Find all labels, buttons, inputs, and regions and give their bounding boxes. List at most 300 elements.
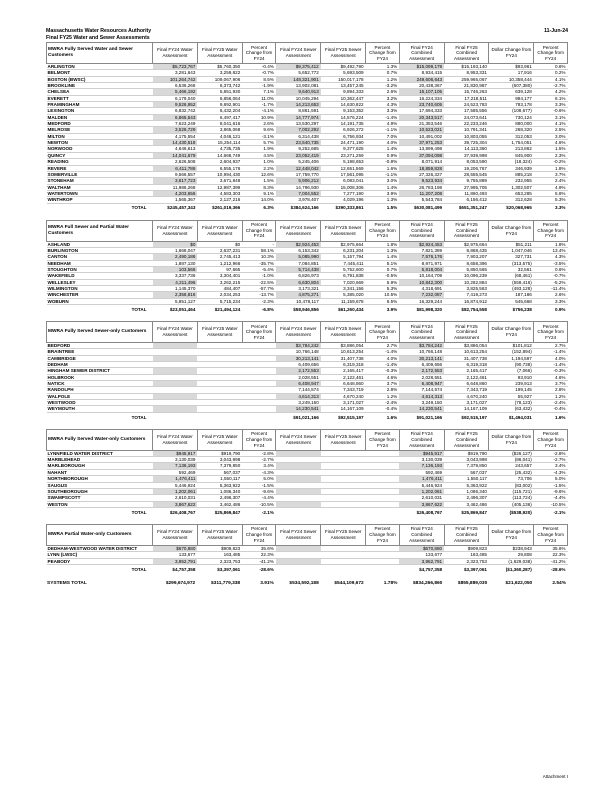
cell-value: (405,136) — [489, 501, 534, 507]
cell-value: 1.3% — [366, 197, 400, 203]
cell-value: 2,028,551 — [276, 374, 321, 380]
cell-value: -5.2% — [534, 279, 568, 285]
total-value: $25,869,847 — [197, 507, 242, 517]
customer-name: RANDOLPH — [47, 387, 153, 393]
cell-value: (152,894) — [489, 349, 534, 355]
column-header: Final FY25 Water Assessment — [197, 220, 242, 241]
cell-value: -9.6% — [534, 488, 568, 494]
cell-value: 7,903,207 — [444, 254, 489, 260]
cell-value: 5.8% — [534, 190, 568, 196]
section-gap — [46, 213, 568, 220]
cell-value: 3,337,736 — [153, 273, 198, 279]
cell-value: 1,212,966 — [197, 260, 242, 266]
cell-value: 6,373,742 — [197, 83, 242, 89]
cell-value: 3.4% — [534, 463, 568, 469]
total-value: $3,397,061 — [444, 564, 489, 574]
cell-value: 4,646,613 — [153, 146, 198, 152]
attachment-label: Attachment I — [542, 774, 568, 779]
cell-value: 7.1% — [242, 89, 276, 95]
cell-value: -1.5% — [534, 482, 568, 488]
cell-value: 17,218,511 — [444, 95, 489, 101]
section-gap — [46, 517, 568, 524]
section-table — [46, 321, 568, 422]
column-header: Final FY25 Sewer Assessment — [321, 322, 366, 343]
cell-value: 3,171,027 — [444, 400, 489, 406]
cell-value: 8.5% — [242, 76, 276, 82]
total-value: $26,408,767 — [153, 507, 198, 517]
cell-value: -35.7% — [242, 260, 276, 266]
systems-total-label: SYSTEMS TOTAL — [47, 580, 87, 586]
cell-value: -1.0% — [242, 273, 276, 279]
cell-value: 14,213,653 — [276, 102, 321, 108]
section-gap — [46, 422, 568, 429]
cell-value: 35.6% — [534, 545, 568, 551]
cell-value: 4.3% — [366, 102, 400, 108]
customer-name: STOUGHTON — [47, 266, 153, 272]
cell-value: 5.0% — [242, 476, 276, 482]
cell-value: 17,759,770 — [276, 171, 321, 177]
cell-value: 6,856,064 — [197, 95, 242, 101]
cell-value: ($26,127) — [489, 450, 534, 456]
cell-value: 8,868,435 — [444, 247, 489, 253]
cell-value: 8,053,590 — [444, 159, 489, 165]
cell-value: 9.1% — [242, 190, 276, 196]
cell-value: 10.5% — [366, 292, 400, 298]
cell-value: 14,668,749 — [197, 152, 242, 158]
cell-value: -57.7% — [242, 285, 276, 291]
total-value: $651,351,247 — [444, 203, 489, 213]
cell-value: 15,008,306 — [321, 184, 366, 190]
total-value — [153, 412, 198, 422]
cell-value: 3,171,027 — [321, 400, 366, 406]
cell-value: $15,193,140 — [444, 64, 489, 70]
total-value — [321, 564, 366, 574]
cell-value: 1,302,507 — [489, 184, 534, 190]
section-gap — [46, 574, 568, 581]
cell-value: 5,693,509 — [321, 70, 366, 76]
column-header: Final FY25 Water Assessment — [197, 524, 242, 545]
section-header-row — [47, 524, 568, 545]
cell-value: 8,071,914 — [399, 159, 444, 165]
cell-value: -2.7% — [242, 457, 276, 463]
cell-value: 232,955 — [489, 178, 534, 184]
cell-value: 3,262,215 — [197, 279, 242, 285]
cell-value: 1.2% — [366, 393, 400, 399]
cell-value: -2.4% — [366, 400, 400, 406]
customer-name: MELROSE — [47, 127, 153, 133]
section-table — [46, 429, 568, 517]
total-value — [366, 564, 400, 574]
cell-value: 10,842,300 — [399, 279, 444, 285]
customer-name: WINTHROP — [47, 197, 153, 203]
total-row — [47, 564, 568, 574]
cell-value: 6,409,656 — [399, 362, 444, 368]
customer-name: MALDEN — [47, 114, 153, 120]
cell-value: 6,319,318 — [321, 362, 366, 368]
cell-value: 17,694,333 — [399, 108, 444, 114]
cell-value: 3.7% — [366, 381, 400, 387]
column-header: Final FY24 Combined Assessment — [399, 43, 444, 64]
cell-value: 2,172,553 — [276, 368, 321, 374]
total-value — [276, 507, 321, 517]
cell-value: 21,830,987 — [444, 83, 489, 89]
cell-value: 3.3% — [366, 108, 400, 114]
cell-value: -4.4% — [534, 495, 568, 501]
column-header: Percent Change from FY24 — [534, 43, 568, 64]
cell-value: 1,887,130 — [153, 260, 198, 266]
column-header: Final FY25 Combined Assessment — [444, 524, 489, 545]
customer-name: WESTON — [47, 501, 153, 507]
report-date: 11-Jun-24 — [544, 28, 568, 34]
cell-value: $93,961 — [489, 64, 534, 70]
systems-total-value: 1.78% — [383, 580, 398, 586]
cell-value: 3.0% — [534, 133, 568, 139]
total-value — [366, 507, 400, 517]
cell-value: 5,446,924 — [153, 482, 198, 488]
cell-value: 3,130,039 — [153, 457, 198, 463]
cell-value: 20,438,367 — [399, 83, 444, 89]
cell-value: 1,668,047 — [153, 247, 198, 253]
cell-value: 0.9% — [366, 152, 400, 158]
customer-name: ASHLAND — [47, 241, 153, 247]
cell-value: 199,145 — [489, 387, 534, 393]
cell-value: 3.1% — [534, 114, 568, 120]
cell-value: 6,408,947 — [276, 381, 321, 387]
total-value: $261,019,366 — [197, 203, 242, 213]
cell-value: 3.3% — [534, 298, 568, 304]
cell-value: 1,565,367 — [153, 197, 198, 203]
cell-value: $909,823 — [444, 545, 489, 551]
total-value: $91,021,166 — [399, 412, 444, 422]
total-value: ($1,360,287) — [489, 564, 534, 574]
cell-value: 5,714,438 — [276, 266, 321, 272]
cell-value: 13,457,245 — [321, 83, 366, 89]
total-value: 3.9% — [366, 305, 400, 315]
cell-value: 23,271,259 — [321, 152, 366, 158]
total-value: $20,068,965 — [489, 203, 534, 213]
cell-value: 5,446,924 — [399, 482, 444, 488]
cell-value: -0.7% — [242, 70, 276, 76]
cell-value: 187,186 — [489, 292, 534, 298]
cell-value: 994,177 — [489, 95, 534, 101]
cell-value: 0.6% — [534, 266, 568, 272]
cell-value: 1.2% — [366, 76, 400, 82]
cell-value: 6,648,860 — [444, 381, 489, 387]
customer-name: BROOKLINE — [47, 83, 153, 89]
column-header: Final FY24 Sewer Assessment — [276, 322, 321, 343]
cell-value: 22.3% — [534, 552, 568, 558]
cell-value: -0.5% — [366, 273, 400, 279]
total-value: $23,051,464 — [153, 305, 198, 315]
cell-value: 2,626,508 — [153, 159, 198, 165]
cell-value: 5,851,127 — [153, 298, 198, 304]
cell-value: 9,153,352 — [321, 108, 366, 114]
total-value: -2.1% — [534, 507, 568, 517]
cell-value: -2.8% — [534, 450, 568, 456]
total-value: -6.8% — [242, 305, 276, 315]
cell-value: 37,939,998 — [444, 152, 489, 158]
cell-value: 14,113,360 — [444, 146, 489, 152]
cell-value: 4.6% — [534, 140, 568, 146]
customer-name: FRAMINGHAM — [47, 102, 153, 108]
cell-value: 7,419,273 — [444, 292, 489, 298]
cell-value: 8.3% — [242, 184, 276, 190]
cell-value: 3.2% — [366, 95, 400, 101]
total-value: -2.1% — [242, 507, 276, 517]
cell-value: 5,363,922 — [197, 482, 242, 488]
cell-value: 23,052,419 — [276, 152, 321, 158]
cell-value: 7,576,176 — [399, 254, 444, 260]
column-header: Final FY24 Combined Assessment — [399, 429, 444, 450]
cell-value: 148,321,901 — [276, 76, 321, 82]
customer-name: WOBURN — [47, 298, 153, 304]
cell-value: -0.4% — [242, 64, 276, 70]
cell-value: -1.4% — [534, 362, 568, 368]
customer-name: NEEDHAM — [47, 260, 153, 266]
cell-value: 3,825,563 — [444, 285, 489, 291]
cell-value: 2.7% — [534, 343, 568, 349]
cell-value: $945,917 — [399, 450, 444, 456]
cell-value: -1.1% — [366, 171, 400, 177]
cell-value: 3,867,622 — [399, 501, 444, 507]
cell-value: $9,492,790 — [321, 64, 366, 70]
cell-value: 22.3% — [242, 552, 276, 558]
column-header: Final FY24 Water Assessment — [153, 524, 198, 545]
column-header: Final FY24 Water Assessment — [153, 220, 198, 241]
cell-value: 2.6% — [366, 89, 400, 95]
cell-value: -1.7% — [242, 102, 276, 108]
cell-value: 14,167,109 — [321, 406, 366, 412]
customer-name: CAMBRIDGE — [47, 355, 153, 361]
cell-value: 10,613,254 — [321, 349, 366, 355]
cell-value: 6,408,947 — [399, 381, 444, 387]
cell-value: 20,343,517 — [399, 114, 444, 120]
total-value: $1,494,031 — [489, 412, 534, 422]
cell-value: 8,041,616 — [197, 121, 242, 127]
cell-value: 3.0% — [366, 178, 400, 184]
cell-value: 5,385,020 — [321, 292, 366, 298]
cell-value: 14,230,541 — [399, 406, 444, 412]
cell-value: -22.5% — [242, 279, 276, 285]
cell-value: 2,637,231 — [197, 247, 242, 253]
cell-value: 880,000 — [489, 121, 534, 127]
column-header: Percent Change from FY24 — [366, 524, 400, 545]
customer-name: BELMONT — [47, 70, 153, 76]
cell-value: 6,153,342 — [276, 247, 321, 253]
customer-name: CHELSEA — [47, 89, 153, 95]
cell-value: 16,874,912 — [444, 298, 489, 304]
cell-value: 8,971,971 — [399, 260, 444, 266]
cell-value: 10,478,117 — [276, 298, 321, 304]
cell-value: 0.6% — [534, 64, 568, 70]
cell-value: 3,281,643 — [153, 70, 198, 76]
cell-value: $919,790 — [444, 450, 489, 456]
cell-value: 5,818,004 — [399, 266, 444, 272]
cell-value: 5.3% — [534, 197, 568, 203]
cell-value: 12,651,569 — [321, 165, 366, 171]
customer-name: BURLINGTON — [47, 247, 153, 253]
section-gap — [46, 314, 568, 321]
cell-value: -0.6% — [534, 108, 568, 114]
cell-value: (1,629,038) — [489, 558, 534, 564]
cell-value: 6,630,804 — [276, 279, 321, 285]
cell-value: 2,165,417 — [444, 368, 489, 374]
cell-value: -2.3% — [242, 298, 276, 304]
cell-value: 7,232,087 — [399, 292, 444, 298]
cell-value: 7,004,552 — [276, 190, 321, 196]
cell-value: 13,899,498 — [399, 146, 444, 152]
cell-value: 35.6% — [242, 545, 276, 551]
cell-value: 9,894,333 — [321, 89, 366, 95]
cell-value: 10,358,444 — [489, 76, 534, 82]
cell-value: 37,971,253 — [399, 140, 444, 146]
customer-name: WALPOLE — [47, 393, 153, 399]
cell-value: 3,304,401 — [197, 273, 242, 279]
cell-value: 5,466,192 — [153, 89, 198, 95]
cell-value: 4,670,240 — [321, 393, 366, 399]
cell-value: 1.2% — [534, 393, 568, 399]
total-row — [47, 507, 568, 517]
customer-name: NORWOOD — [47, 146, 153, 152]
cell-value: 17,561,095 — [321, 171, 366, 177]
customer-name: MILTON — [47, 133, 153, 139]
cell-value: 11,159,678 — [321, 298, 366, 304]
cell-value: 18,859,828 — [399, 165, 444, 171]
cell-value: 1.4% — [366, 146, 400, 152]
cell-value: 4.6% — [534, 374, 568, 380]
cell-value: 6,536,266 — [153, 83, 198, 89]
cell-value: 7,277,190 — [321, 190, 366, 196]
cell-value: 17,585,556 — [444, 108, 489, 114]
cell-value: 10.3% — [242, 254, 276, 260]
cell-value: 150,017,178 — [321, 76, 366, 82]
cell-value: 58.1% — [242, 247, 276, 253]
cell-value: 4,175,554 — [153, 133, 198, 139]
cell-value: 14,796,930 — [276, 184, 321, 190]
total-value: 1.5% — [366, 203, 400, 213]
cell-value: 97,665 — [197, 266, 242, 272]
column-header: Final FY24 Sewer Assessment — [276, 524, 321, 545]
cell-value: 3,978,407 — [276, 197, 321, 203]
cell-value: 2.4% — [534, 178, 568, 184]
total-row — [47, 305, 568, 315]
cell-value: 29,808 — [489, 552, 534, 558]
customer-name: MARBLEHEAD — [47, 457, 153, 463]
document-header — [46, 28, 568, 41]
cell-value: 2,496,307 — [197, 495, 242, 501]
cell-value: 12.6% — [242, 171, 276, 177]
cell-value: 9.6% — [242, 127, 276, 133]
column-header: Final FY25 Sewer Assessment — [321, 220, 366, 241]
cell-value: 3,617,723 — [153, 178, 198, 184]
section-table — [46, 524, 568, 574]
cell-value: -1.9% — [242, 83, 276, 89]
cell-value: 27,326,327 — [399, 171, 444, 177]
cell-value: 14,430,518 — [153, 140, 198, 146]
cell-value: 6,411,786 — [153, 165, 198, 171]
column-header: Percent Change from FY24 — [242, 220, 276, 241]
cell-value: 7,084,851 — [276, 260, 321, 266]
customer-name: WILMINGTON — [47, 285, 153, 291]
cell-value: 10.9% — [242, 114, 276, 120]
cell-value: 1.5% — [534, 146, 568, 152]
cell-value: 8,934,415 — [399, 70, 444, 76]
cell-value: -1.4% — [366, 362, 400, 368]
total-value — [242, 412, 276, 422]
cell-value: 19,206,767 — [444, 165, 489, 171]
cell-value: 3,867,622 — [153, 501, 198, 507]
cell-value: 567,037 — [197, 469, 242, 475]
cell-value: 6.5% — [366, 298, 400, 304]
cell-value: 23,740,605 — [399, 102, 444, 108]
cell-value: 6,791,838 — [321, 273, 366, 279]
customer-name: NAHANT — [47, 469, 153, 475]
cell-value: 3,952,791 — [399, 558, 444, 564]
cell-value: 24,471,190 — [321, 140, 366, 146]
column-header: Final FY25 Water Assessment — [197, 429, 242, 450]
cell-value: 6,497,417 — [197, 114, 242, 120]
cell-value: 5,906,212 — [276, 178, 321, 184]
section-header-row — [47, 429, 568, 450]
cell-value: 4.0% — [366, 140, 400, 146]
total-row — [47, 412, 568, 422]
total-label: TOTAL — [47, 305, 153, 315]
total-value: 0.9% — [534, 305, 568, 315]
cell-value: 4.6% — [366, 374, 400, 380]
total-value: $92,515,197 — [444, 412, 489, 422]
total-row — [47, 203, 568, 213]
cell-value: 2,496,307 — [444, 495, 489, 501]
cell-value: 2,356,816 — [153, 292, 198, 298]
cell-value: 6,156,412 — [444, 197, 489, 203]
column-header: Percent Change from FY24 — [242, 43, 276, 64]
cell-value: 4,029,196 — [321, 197, 366, 203]
cell-value: -1.4% — [366, 114, 400, 120]
column-header: Percent Change from FY24 — [366, 429, 400, 450]
cell-value: (83,002) — [489, 482, 534, 488]
cell-value: (63,432) — [489, 406, 534, 412]
cell-value: 7,343,719 — [321, 387, 366, 393]
cell-value: 8,861,591 — [276, 108, 321, 114]
cell-value: 11,860,493 — [444, 190, 489, 196]
cell-value: -0.3% — [366, 368, 400, 374]
total-value — [197, 412, 242, 422]
column-header: Percent Change from FY24 — [534, 429, 568, 450]
cell-value: -4.3% — [534, 469, 568, 475]
column-header: Dollar Change from FY24 — [489, 43, 534, 64]
cell-value: $2,975,664 — [321, 241, 366, 247]
cell-value: 10,362,447 — [321, 95, 366, 101]
cell-value: 32,561 — [489, 266, 534, 272]
total-value: $61,260,434 — [321, 305, 366, 315]
cell-value: 3,952,791 — [153, 558, 198, 564]
customer-name: CANTON — [47, 254, 153, 260]
cell-value: (559,416) — [489, 279, 534, 285]
cell-value: 4,583,303 — [197, 190, 242, 196]
cell-value: $919,790 — [197, 450, 242, 456]
column-header: Final FY25 Sewer Assessment — [321, 429, 366, 450]
cell-value: -0.4% — [534, 406, 568, 412]
customer-name: BEDFORD — [47, 343, 153, 349]
customer-name: WINCHESTER — [47, 292, 153, 298]
cell-value: 93,910 — [489, 374, 534, 380]
cell-value: 268,320 — [489, 127, 534, 133]
cell-value: 4,735,735 — [197, 146, 242, 152]
total-value: 6.3% — [242, 203, 276, 213]
org-title: Massachusetts Water Resources Authority — [46, 28, 152, 34]
cell-value: -4.1% — [242, 108, 276, 114]
cell-value: 3,043,998 — [444, 457, 489, 463]
